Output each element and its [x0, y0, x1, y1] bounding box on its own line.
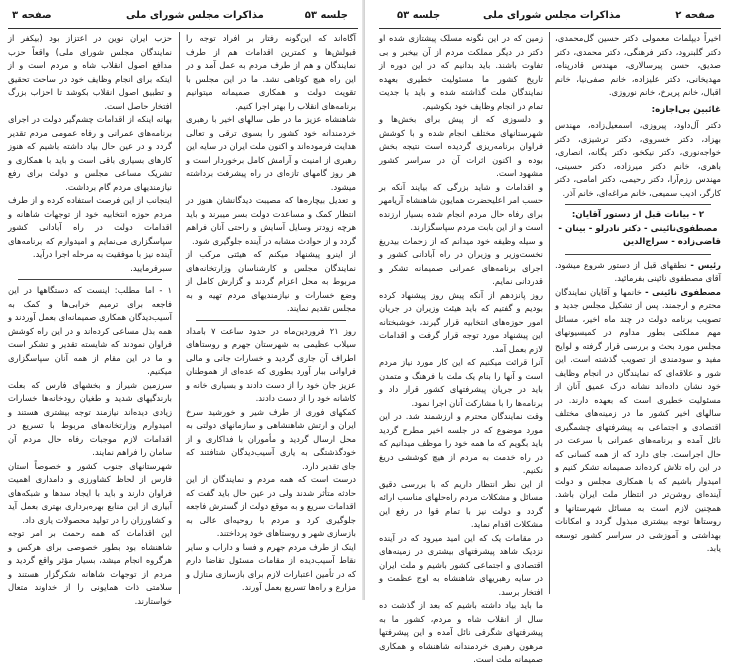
paragraph: وقت نمایندگان محترم و ارزشمند شد. در این مورد موضوع که در جلسه اخیر مطرح گردید باید بگویم که ما همه خود را موظف میدانیم که در راه خدمت به مردم از هیچ کوششی دریغ نکنیم. — [379, 411, 543, 475]
left-running-head — [8, 6, 358, 29]
chair-text: نطقهای قبل از دستور شروع میشود. آقای مصطفوی نائینی بفرمائید. — [555, 259, 721, 283]
paragraph: بهانه اینکه از اقدامات چشم‌گیر دولت در اجرای برنامه‌های عمرانی و رفاه عمومی مردم تقدیر گردد و در عین حال بیاد داشته باشیم که هنوز کارهای بسیاری باقی است و باید با همکاری و تشریک مساعی مجلس و دولت برای رفع نیازمندیهای مردم گام برداشت. — [8, 114, 172, 192]
paragraph: آنرا قرائت میکنیم که این کار مورد نیاز مردم است و آنها را بنام یک ملت با فرهنگ و متمدن باید در جریان پیشرفتهای کشور قرار داد و برنامه‌ها را با مشارکت آنان اجرا نمود. — [379, 357, 543, 408]
divider — [565, 254, 711, 255]
paragraph: زمین که در این نگونه مسلک پیشتازی شده‌ او دکتر در دیگر مملکت مردم از آن بیخبر و بی تفاوت باشند. باید بدانیم که در این دوره از تاریخ کشور ما مسئولیت خطیری بعهده نمایندگان ملت گذاشته شده و باید با جدیت تمام در انجام وظایف خود بکوشیم. — [379, 33, 543, 111]
speaker-label: مصطفوی نائینی - — [645, 286, 721, 297]
divider — [196, 320, 346, 321]
paragraph: ما باید بیاد داشته باشیم که بعد از گذشت ده سال از انقلاب شاه و مردم، کشور ما به پیشرفتهای شگرفی نائل آمده و این پیشرفتها مرهون رهبری خردمندانه شاهنشاه و همکاری صمیمانه ملت است. — [379, 600, 543, 664]
attendance-intro: اخیراً دیپلمات معمولی دکتر حسین گل‌محمدی، دکتر گلبنرود، دکتر فرهنگی، دکتر محمدی، دکتر صدیق، حسن پیرسالاری، مهندس قادرپناه، مهدیخانی، دکتر علیزاده، خانم صفی‌نیا، خانم اقبال، خانم پریرخ، خانم نوروزی. — [555, 33, 721, 97]
right-page-label: صفحه ۲ — [675, 10, 715, 21]
right-session-label: جلسه ۵۳ — [397, 10, 441, 21]
paragraph: حزب ایران نوین در اعتزاز بود (بیکفر از نمایندگان مجلس شورای ملی) واقعاً حزب مدافع اصول انقلاب شاه و مردم است و از اینکه برای انجام وظایف خود در ساحت تحقیق و تطبیق اصول انقلاب بکوشد تا احزاب بزرگ افتخار حاصل است. — [8, 33, 172, 111]
left-session-label: جلسه ۵۳ — [304, 10, 348, 21]
paragraph: در مقامات یک‌ که این‌ امید میرود که در آینده نزدیک شاهد پیشرفتهای بیشتری در زمینه‌های اقتصادی و اجتماعی کشور باشیم و ملت ایران در سایه رهبریهای شاهنشاه به اوج عظمت و افتخار برسد. — [379, 532, 543, 597]
left-page — [0, 0, 365, 606]
chair-label: رئیس - — [690, 259, 721, 270]
paragraph: اینجانب از این فرصت استفاده کرده و از طرف مردم حوزه انتخابیه خود از توجهات شاهانه و اقدامات دولت در راه آبادانی کشور سپاسگزاری می‌نمایم و امیدوارم که برنامه‌های آینده نیز با موفقیت به مرحله اجرا درآید. — [8, 195, 172, 259]
paragraph: ۱ - اما مطلب: اینست که دستگاهها در این فاجعه برای ترمیم خرابی‌ها و کمک به آسیب‌دیدگان همکاری صمیمانه‌ای بعمل آوردند و همه بذل مساعی کرده‌اند و در این راه کوشش فراوان نمودند که شایسته تقدیر و تشکر است و ما در این مقام از همه آنان سپاسگزاری میکنیم. — [8, 285, 172, 376]
paragraph: از این نظر انتظار داریم که با بررسی دقیق مسائل و مشکلات مردم راه‌حلهای مناسب ارائه گردد و دولت نیز با تمام قوا در رفع این مشکلات اقدام نماید. — [379, 478, 543, 529]
right-running-head — [379, 6, 721, 29]
paragraph: و تعدیل بیچاره‌ها که مصیبت دیدگانشان هنوز در انتظار کمک و مساعدت دولت بسر میبرند و باید هرچه زودتر وسایل آسایش و راحتی آنان فراهم گردد و از حوادث مشابه در آینده جلوگیری شود. — [186, 195, 356, 246]
left-page-label: صفحه ۳ — [12, 10, 52, 21]
paragraph: شاهنشاه عزیز ما در طی سالهای اخیر با رهبری خردمندانه خود کشور را بسوی ترقی و تعالی هدایت فرموده‌اند و اکنون ملت ایران در سایه این رهبری از امنیت و آرامش کامل برخوردار است و هر روز گامهای تازه‌ای در راه پیشرفت برداشته میشود. — [186, 114, 356, 192]
chair-remark — [555, 259, 721, 286]
paragraph: اینک از طرف مردم جهرم و فسا و داراب و سایر نقاط آسیب‌دیده از مقامات مسئول تقاضا دارم که در تأمین اعتبارات لازم برای بازسازی منازل و مزارع و راه‌ها تسریع بعمل آورند. — [186, 541, 356, 592]
absent-list: دکتر آل‌داود، پیروزی، اسمعیل‌زاده، مهندس بهزاد، دکتر خسروی، دکتر ترشیزی، دکتر خواجه‌نوری، دکتر نیکخو، دکتر یگانه، انصاری، باهری، خانم دکتر میرزاده، دکتر حسینی، مهندس رزم‌آرا، دکتر رحیمی، دکتر امامی، دکتر کارگر، ادیب‌ سمیعی، خانم مراغه‌ای، خانم آذر. — [555, 120, 721, 198]
left-page-column-left — [8, 32, 172, 606]
left-page-column-right — [186, 32, 356, 596]
paragraph: شهرستانهای جنوب کشور و خصوصاً استان فارس از لحاظ کشاورزی و دامداری اهمیت فراوان دارند و باید با ایجاد سدها و شبکه‌های آبیاری از این منابع بهره‌برداری بهتری بعمل آید و کشاورزان را در تولید محصولات یاری داد. — [8, 460, 172, 525]
right-header-title: مذاکرات مجلس شورای ملی — [483, 10, 621, 21]
speech — [555, 286, 721, 556]
divider — [565, 204, 711, 205]
paragraph: سرزمین شیراز و بخشهای فارس که بعلت بارندگیهای شدید و طغیان رودخانه‌ها خسارات زیادی دیده‌اند نیازمند توجه بیشتری هستند و امیدوارم وزارتخانه‌های مربوط با تسریع در اقدامات لازم موجبات رفاه حال مردم آن سامان را فراهم نمایند. — [8, 379, 172, 457]
paragraph: کمکهای فوری از طرف شیر و خورشید سرخ ایران و ارتش شاهنشاهی و سازمانهای دولتی به محل ارسال گردید و مأموران با فداکاری و از خودگذشتگی به یاری آسیب‌دیدگان شتافتند که جای تقدیر دارد. — [186, 406, 356, 471]
paragraph: روز ۲۱ فروردین‌ماه در حدود ساعت ۷ بامداد سیلاب عظیمی به شهرستان جهرم و روستاهای اطراف آن جاری گردید و خسارات جانی و مالی فراوانی ببار آورد بطوری که عده‌ای از هموطنان عزیز جان خود را از دست دادند و بسیاری خانه و کاشانه خود را از دست دادند. — [186, 325, 357, 403]
paragraph: روز پانزدهم از آنکه پیش روز پیشنهاد کرده بودیم و گفتیم که باید هیئت وزیران در جریان امور حوزه‌های انتخابیه قرار گیرند، خوشبختانه این پیشنهاد مورد توجه قرار گرفت و اقدامات لازم بعمل آمد. — [379, 289, 543, 354]
divider — [18, 279, 162, 280]
column-divider — [179, 32, 180, 594]
paragraph: این اقدامات که همه رحمت بر امر توجه شاهنشاه بود بطور خصوصی برای هرکس و هرگروه انجام میشد، بسیار مؤثر واقع گردید و مردم از توجهات شاهانه شکرگزار هستند و سلامتی ذات همایونی را از خداوند متعال خواستارند. — [8, 528, 172, 606]
absent-heading: غائبین بی‌اجازه: — [651, 104, 721, 115]
left-header-title: مذاکرات مجلس شورای ملی — [126, 10, 264, 21]
speech-text: خانمها و آقایان نمایندگان محترم و ارجمند. پس از تشکیل مجلس جدید و تصویب برنامه دولت در چند ماه اخیر، مسائل مهم مملکتی بطور مداوم در کمیسیونهای مجلس مورد بحث و بررسی قرار گرفته و لوایح مفید و سودمندی از تصویب گذشته است. این شور و علاقه‌ای که نمایندگان در انجام وظایف خود نشان داده‌اند نشانه درک عمیق آنان از مسئولیت خطیری است که بعهده دارند. در سالهای اخیر کشور ما در زمینه‌های مختلف اقتصادی و اجتماعی به پیشرفتهای چشمگیری نائل آمده و برنامه‌های عمرانی با سرعت در حال اجراست. جای دارد که از همه کسانی که در این راه تلاش کرده‌اند صمیمانه تشکر کنیم و امیدوار باشیم که با همکاری مجلس و دولت آینده‌ای روشن‌تر در انتظار ملت ایران باشد. همچنین لازم است به مسائل شهرستانها و روستاها توجه بیشتری مبذول گردد و امکانات بهداشتی و آموزشی در سراسر کشور توسعه یابد. — [555, 286, 721, 553]
paragraph: و اقدامات و شاید بزرگی که بیایند آنکه بر حسب امر اعلیحضرت همایون شاهنشاه آریامهر برای رفاه حال مردم انجام شده بسیار ارزنده است و از این بابت مردم سپاسگزارند. — [379, 181, 543, 232]
section-heading: ۲ - بیانات قبل از دستور آقایان: مصطفوی‌نائینی - دکتر نادرلو - بینان - قاضی‌زاده - سراج‌الدین — [558, 210, 721, 247]
paragraph: آگاه‌اند که این‌گونه رفتار بر افراد توجه را قبولش‌ها و کمترین اقدامات هم از طرف نمایندگان و هم از طرف مردم به عمل آمد و در این راه هیچ کوتاهی نشد. ما در این مجلس با تقویت دولت و همکاری صمیمانه میتوانیم برنامه‌های انقلاب را بهتر اجرا کنیم. — [186, 33, 356, 111]
paragraph: و دلسوزی که از پیش برای بخش‌ها و شهرستانهای مختلف انجام شده و با کوشش فراوان برنامه‌ریزی گردیده است نتیجه بخش بوده و اکنون اثرات آن در سراسر کشور مشهود است. — [379, 114, 543, 178]
paragraph: سبرفرمایید. — [130, 262, 172, 273]
right-page-column-right — [555, 32, 721, 596]
paragraph: و سیله وظیفه خود میدانم که از زحمات بیدریغ نخست‌وزیر و وزیران در راه آبادانی کشور و اجرای برنامه‌های عمرانی صمیمانه تشکر و قدردانی نمایم. — [379, 235, 543, 286]
paragraph: از اینرو پیشنهاد میکنم که هیئتی مرکب از نمایندگان مجلس و کارشناسان وزارتخانه‌های مربوط به محل اعزام گردند و گزارش کامل از وضع خسارات و نیازمندیهای مردم تهیه و به مجلس تقدیم نمایند. — [186, 249, 356, 313]
right-page — [365, 0, 729, 664]
right-page-column-left — [379, 32, 543, 664]
column-divider — [549, 32, 550, 594]
paragraph: درست است که همه مردم و نمایندگان از این حادثه متأثر شدند ولی در عین حال باید گفت که اقدامات سریع و به موقع دولت از گسترش فاجعه جلوگیری کرد و مردم با روحیه‌ای عالی به بازسازی شهر و روستاهای خود پرداختند. — [186, 474, 356, 538]
